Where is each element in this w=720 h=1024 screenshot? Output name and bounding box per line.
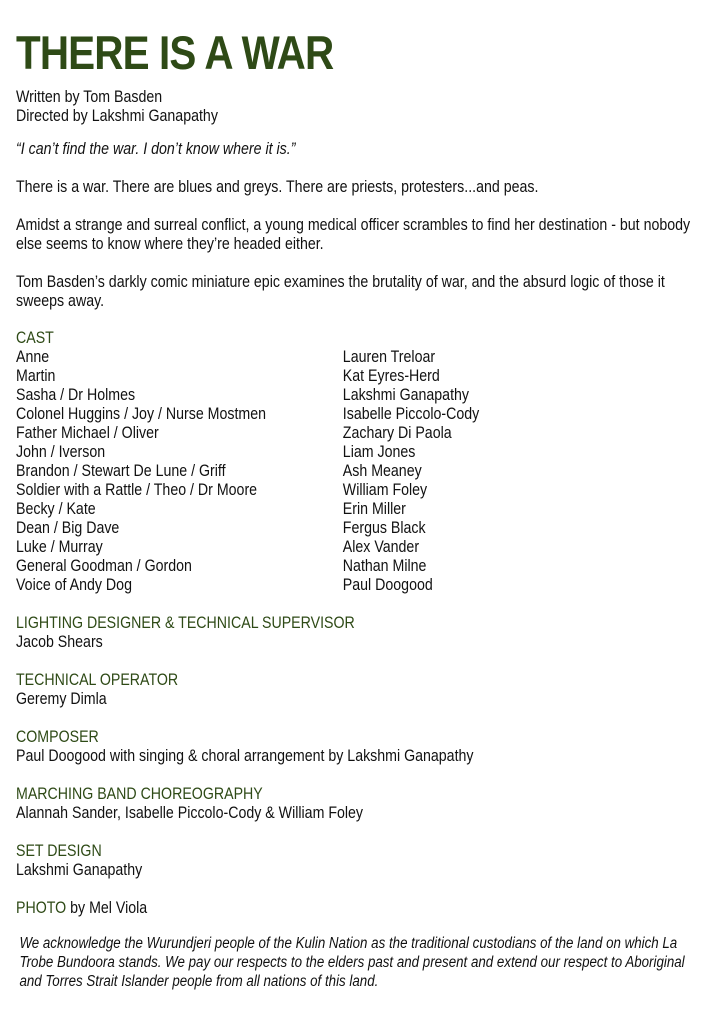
cast-row	[16, 405, 704, 424]
cast-role: John / Iverson	[16, 443, 106, 461]
synopsis-paragraph-2: Amidst a strange and surreal conflict, a young medical officer scrambles to find her destination - but nobody else seems to know where they’re headed either.	[16, 216, 691, 253]
composer-names: Paul Doogood with singing & choral arrangement by Lakshmi Ganapathy	[16, 747, 474, 765]
composer-heading: COMPOSER	[16, 728, 99, 746]
cast-row	[16, 424, 704, 443]
cast-row	[16, 519, 704, 538]
cast-role: Sasha / Dr Holmes	[16, 386, 136, 404]
cast-role: Father Michael / Oliver	[16, 424, 159, 442]
cast-actor: Zachary Di Paola	[342, 424, 452, 442]
cast-actor: Ash Meaney	[342, 462, 422, 480]
cast-row	[16, 462, 704, 481]
cast-actor: Erin Miller	[342, 500, 406, 518]
cast-role: Luke / Murray	[16, 538, 103, 556]
technical-operator-names: Geremy Dimla	[16, 690, 107, 708]
cast-actor: Alex Vander	[342, 538, 420, 556]
cast-row	[16, 386, 704, 405]
synopsis-paragraph-3: Tom Basden’s darkly comic miniature epic examines the brutality of war, and the absurd logic of those it sweeps away.	[16, 273, 665, 310]
cast-actor: Liam Jones	[342, 443, 416, 461]
cast-role: Becky / Kate	[16, 500, 96, 518]
cast-role: General Goodman / Gordon	[16, 557, 192, 575]
cast-actor: William Foley	[342, 481, 428, 499]
synopsis-paragraph-1: There is a war. There are blues and greys. There are priests, protesters...and peas.	[16, 178, 539, 196]
set-design-names: Lakshmi Ganapathy	[16, 861, 143, 879]
cast-row	[16, 481, 704, 500]
tagline-quote: “I can’t find the war. I don’t know where it is.”	[16, 140, 296, 158]
cast-row	[16, 500, 704, 519]
cast-actor: Paul Doogood	[342, 576, 433, 594]
cast-heading: CAST	[16, 329, 54, 347]
technical-operator-heading: TECHNICAL OPERATOR	[16, 671, 179, 689]
cast-role: Dean / Big Dave	[16, 519, 120, 537]
cast-row	[16, 557, 704, 576]
cast-actor: Lauren Treloar	[342, 348, 436, 366]
cast-actor: Fergus Black	[342, 519, 426, 537]
director-credit: Directed by Lakshmi Ganapathy	[16, 107, 218, 125]
cast-row	[16, 367, 704, 386]
photo-credit	[16, 899, 704, 918]
program-page	[16, 26, 706, 991]
lighting-heading: LIGHTING DESIGNER & TECHNICAL SUPERVISOR	[16, 614, 355, 632]
cast-row	[16, 576, 704, 595]
writer-credit: Written by Tom Basden	[16, 88, 163, 106]
cast-role: Martin	[16, 367, 56, 385]
photo-label: PHOTO	[16, 899, 67, 917]
choreography-names: Alannah Sander, Isabelle Piccolo-Cody & William Foley	[16, 804, 364, 822]
cast-role: Brandon / Stewart De Lune / Griff	[16, 462, 226, 480]
cast-actor: Nathan Milne	[342, 557, 427, 575]
lighting-names: Jacob Shears	[16, 633, 103, 651]
photo-credit-name: by Mel Viola	[66, 899, 148, 917]
cast-list	[16, 348, 704, 595]
cast-actor: Kat Eyres-Herd	[342, 367, 440, 385]
cast-actor: Isabelle Piccolo-Cody	[342, 405, 480, 423]
page-title: THERE IS A WAR	[16, 26, 334, 79]
cast-role: Colonel Huggins / Joy / Nurse Mostmen	[16, 405, 267, 423]
cast-actor: Lakshmi Ganapathy	[342, 386, 470, 404]
set-design-heading: SET DESIGN	[16, 842, 102, 860]
cast-role: Anne	[16, 348, 50, 366]
program-body	[16, 88, 704, 991]
cast-row	[16, 443, 704, 462]
cast-role: Voice of Andy Dog	[16, 576, 132, 594]
acknowledgement-of-country: We acknowledge the Wurundjeri people of the Kulin Nation as the traditional custodians of the land on which La Trobe Bundoora stands. We pay our respects to the elders past and present and extend our respect to Aboriginal and Torres Strait Islander people from all nations of this land.	[19, 935, 685, 990]
cast-row	[16, 538, 704, 557]
choreography-heading: MARCHING BAND CHOREOGRAPHY	[16, 785, 263, 803]
cast-role: Soldier with a Rattle / Theo / Dr Moore	[16, 481, 258, 499]
cast-row	[16, 348, 704, 367]
